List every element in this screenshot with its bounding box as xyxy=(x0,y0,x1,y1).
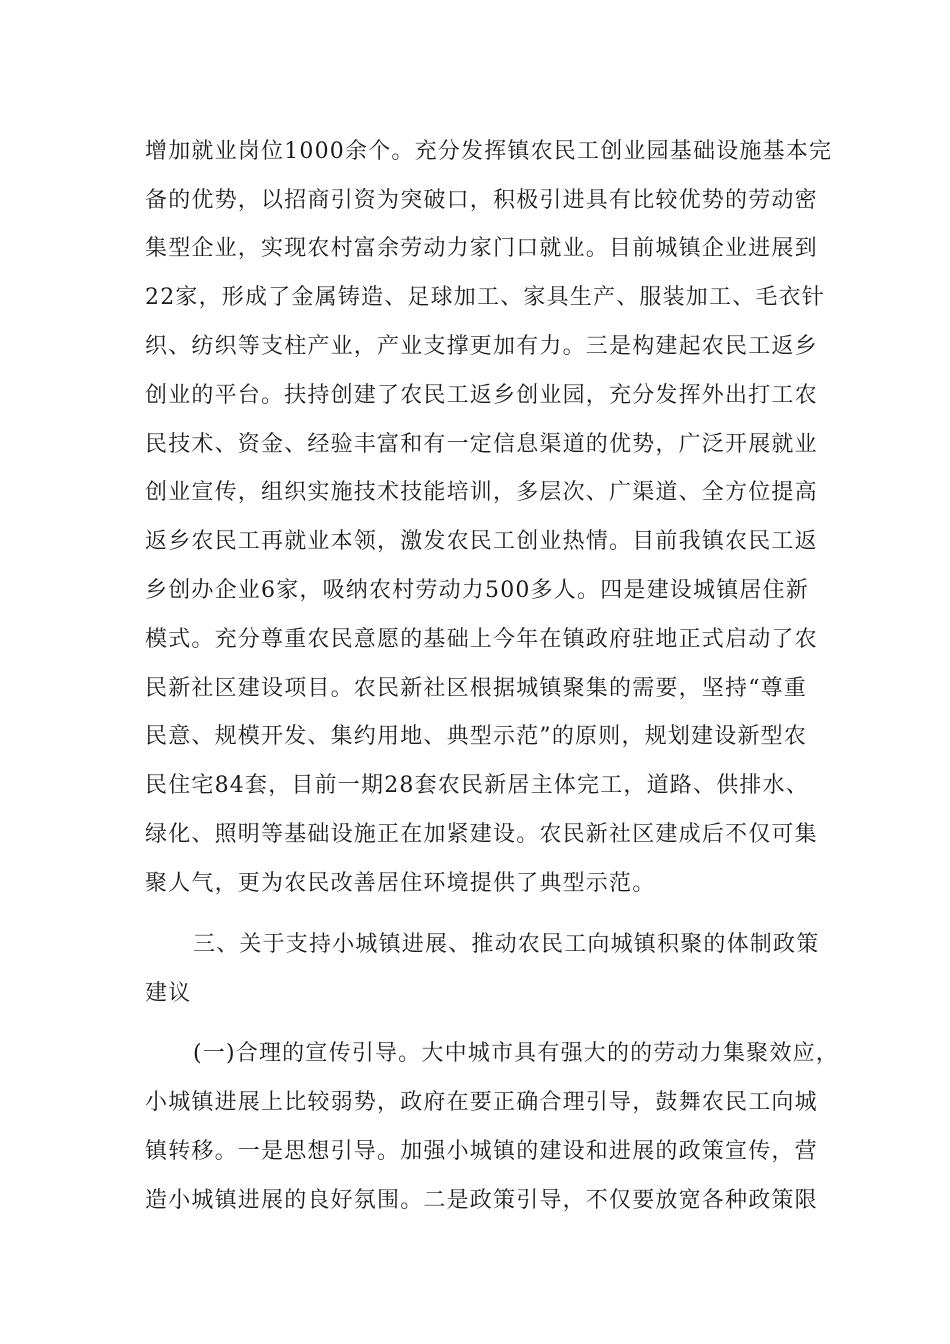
section-heading-line-1: 三、关于支持小城镇进展、推动农民工向城镇积聚的体制政策 xyxy=(193,932,820,957)
text-line-21: 镇转移。一是思想引导。加强小城镇的建设和进展的政策宣传，营 xyxy=(145,1139,818,1164)
section-heading-line-2: 建议 xyxy=(145,981,192,1006)
text-line-11: 模式。充分尊重农民意愿的基础上今年在镇政府驻地正式启动了农 xyxy=(145,627,818,652)
text-line-12: 民新社区建设项目。农民新社区根据城镇聚集的需要，坚持“尊重 xyxy=(145,676,808,701)
text-line-4: 22家，形成了金属铸造、足球加工、家具生产、服装加工、毛衣针 xyxy=(145,285,825,310)
text-line-2: 备的优势，以招商引资为突破口，积极引进具有比较优势的劳动密 xyxy=(145,188,818,213)
text-line-16: 聚人气，更为农民改善居住环境提供了典型示范。 xyxy=(145,871,656,896)
text-line-22: 造小城镇进展的良好氛围。二是政策引导，不仅要放宽各种政策限 xyxy=(145,1188,818,1213)
text-line-1: 增加就业岗位1000余个。充分发挥镇农民工创业园基础设施基本完 xyxy=(145,139,833,164)
text-line-5: 织、纺织等支柱产业，产业支撑更加有力。三是构建起农民工返乡 xyxy=(145,334,818,359)
text-line-19: (一)合理的宣传引导。大中城市具有强大的的劳动力集聚效应， xyxy=(193,1041,839,1066)
text-line-8: 创业宣传，组织实施技术技能培训，多层次、广渠道、全方位提高 xyxy=(145,480,818,505)
text-line-6: 创业的平台。扶持创建了农民工返乡创业园，充分发挥外出打工农 xyxy=(145,383,818,408)
text-line-15: 绿化、照明等基础设施正在加紧建设。农民新社区建成后不仅可集 xyxy=(145,822,818,847)
text-line-9: 返乡农民工再就业本领，激发农民工创业热情。目前我镇农民工返 xyxy=(145,529,818,554)
text-line-10: 乡创办企业6家，吸纳农村劳动力500多人。四是建设城镇居住新 xyxy=(145,578,809,603)
text-line-20: 小城镇进展上比较弱势，政府在要正确合理引导，鼓舞农民工向城 xyxy=(145,1090,818,1115)
text-line-3: 集型企业，实现农村富余劳动力家门口就业。目前城镇企业进展到 xyxy=(145,236,818,261)
text-line-13: 民意、规模开发、集约用地、典型示范”的原则，规划建设新型农 xyxy=(145,724,808,749)
text-line-7: 民技术、资金、经验丰富和有一定信息渠道的优势，广泛开展就业 xyxy=(145,432,818,457)
text-line-14: 民住宅84套，目前一期28套农民新居主体完工，道路、供排水、 xyxy=(145,773,809,798)
